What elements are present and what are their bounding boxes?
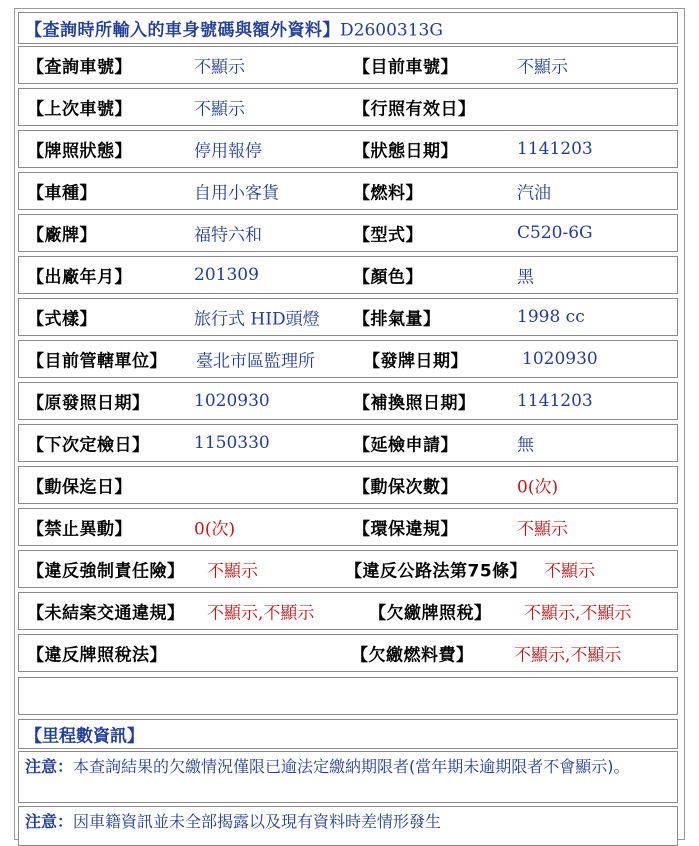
field-label: 【狀態日期】 bbox=[353, 141, 458, 162]
field-value: 不顯示,不顯示 bbox=[524, 603, 632, 624]
field-label: 【查詢車號】 bbox=[27, 57, 132, 78]
info-row bbox=[18, 550, 678, 588]
field-label: 【延檢申請】 bbox=[353, 435, 458, 456]
field-label: 【顏色】 bbox=[353, 267, 423, 288]
field-label: 【原發照日期】 bbox=[27, 393, 150, 414]
field-value: 1020930 bbox=[194, 391, 270, 411]
field-value: 不顯示 bbox=[517, 57, 568, 78]
note-text: 因車籍資訊並未全部揭露以及現有資料時差情形發生 bbox=[73, 812, 442, 831]
field-label: 【禁止異動】 bbox=[27, 519, 132, 540]
field-label: 【違反公路法第75條】 bbox=[345, 561, 528, 582]
field-label: 【燃料】 bbox=[353, 183, 423, 204]
field-label: 【排氣量】 bbox=[353, 309, 441, 330]
info-row bbox=[18, 46, 678, 84]
field-label: 【下次定檢日】 bbox=[27, 435, 150, 456]
info-row bbox=[18, 382, 678, 420]
field-label: 【動保迄日】 bbox=[27, 477, 132, 498]
field-label: 【欠繳牌照稅】 bbox=[369, 603, 492, 624]
query-header-label: 【查詢時所輸入的車身號碼與額外資料】 bbox=[25, 20, 340, 41]
field-value: 汽油 bbox=[517, 183, 551, 204]
note-box-1 bbox=[18, 751, 678, 803]
field-value: C520-6G bbox=[517, 223, 593, 243]
field-label: 【動保次數】 bbox=[353, 477, 458, 498]
field-value: 無 bbox=[517, 435, 534, 456]
field-label: 【環保違規】 bbox=[353, 519, 458, 540]
field-label: 【目前管轄單位】 bbox=[27, 351, 167, 372]
field-label: 【上次車號】 bbox=[27, 99, 132, 120]
field-value: 福特六和 bbox=[194, 225, 262, 246]
field-label: 【補換照日期】 bbox=[353, 393, 476, 414]
query-header-row bbox=[18, 12, 678, 44]
field-value: 不顯示 bbox=[194, 99, 245, 120]
mileage-header-row bbox=[18, 719, 678, 749]
field-value: 1150330 bbox=[194, 433, 270, 453]
field-label: 【目前車號】 bbox=[353, 57, 458, 78]
result-panel bbox=[14, 8, 685, 840]
field-label: 【牌照狀態】 bbox=[27, 141, 132, 162]
info-row bbox=[18, 634, 678, 672]
query-header-title bbox=[25, 16, 443, 41]
info-row bbox=[18, 340, 678, 378]
field-value: 1020930 bbox=[522, 349, 598, 369]
empty-row bbox=[18, 677, 678, 715]
info-row bbox=[18, 214, 678, 252]
field-label: 【式樣】 bbox=[27, 309, 97, 330]
info-row bbox=[18, 88, 678, 126]
field-label: 【違反強制責任險】 bbox=[27, 561, 185, 582]
field-value: 停用報停 bbox=[194, 141, 262, 162]
note-text: 本查詢結果的欠繳情況僅限已逾法定繳納期限者(當年期未逾期限者不會顯示)。 bbox=[73, 757, 630, 776]
info-row bbox=[18, 172, 678, 210]
field-value: 黑 bbox=[517, 267, 534, 288]
field-value: 自用小客貨 bbox=[194, 183, 279, 204]
field-label: 【欠繳燃料費】 bbox=[351, 645, 474, 666]
field-value: 不顯示 bbox=[207, 561, 258, 582]
field-label: 【行照有效日】 bbox=[353, 99, 476, 120]
field-value: 不顯示,不顯示 bbox=[207, 603, 315, 624]
field-label: 【未結案交通違規】 bbox=[27, 603, 185, 624]
field-label: 【型式】 bbox=[353, 225, 423, 246]
field-value: 201309 bbox=[194, 265, 259, 285]
field-value: 1141203 bbox=[517, 139, 593, 159]
field-label: 【出廠年月】 bbox=[27, 267, 132, 288]
info-row bbox=[18, 508, 678, 546]
field-label: 【發牌日期】 bbox=[363, 351, 468, 372]
info-row bbox=[18, 424, 678, 462]
info-row bbox=[18, 592, 678, 630]
note-box-2 bbox=[18, 806, 678, 846]
field-value: 0(次) bbox=[194, 519, 236, 540]
info-row bbox=[18, 298, 678, 336]
info-row bbox=[18, 130, 678, 168]
field-value: 1141203 bbox=[517, 391, 593, 411]
query-body-number: D2600313G bbox=[340, 20, 443, 41]
field-label: 【車種】 bbox=[27, 183, 97, 204]
field-label: 【廠牌】 bbox=[27, 225, 97, 246]
info-row bbox=[18, 256, 678, 294]
field-value: 不顯示 bbox=[517, 519, 568, 540]
field-value: 1998 cc bbox=[517, 307, 585, 327]
field-value: 0(次) bbox=[517, 477, 559, 498]
note-label: 注意： bbox=[25, 812, 74, 831]
field-value: 旅行式 HID頭燈 bbox=[194, 309, 320, 330]
note-label: 注意： bbox=[25, 757, 74, 776]
info-row bbox=[18, 466, 678, 504]
mileage-title: 【里程數資訊】 bbox=[25, 726, 144, 747]
field-label: 【違反牌照稅法】 bbox=[27, 645, 167, 666]
field-value: 臺北市區監理所 bbox=[196, 351, 315, 372]
field-value: 不顯示 bbox=[194, 57, 245, 78]
field-value: 不顯示 bbox=[544, 561, 595, 582]
field-value: 不顯示,不顯示 bbox=[514, 645, 622, 666]
